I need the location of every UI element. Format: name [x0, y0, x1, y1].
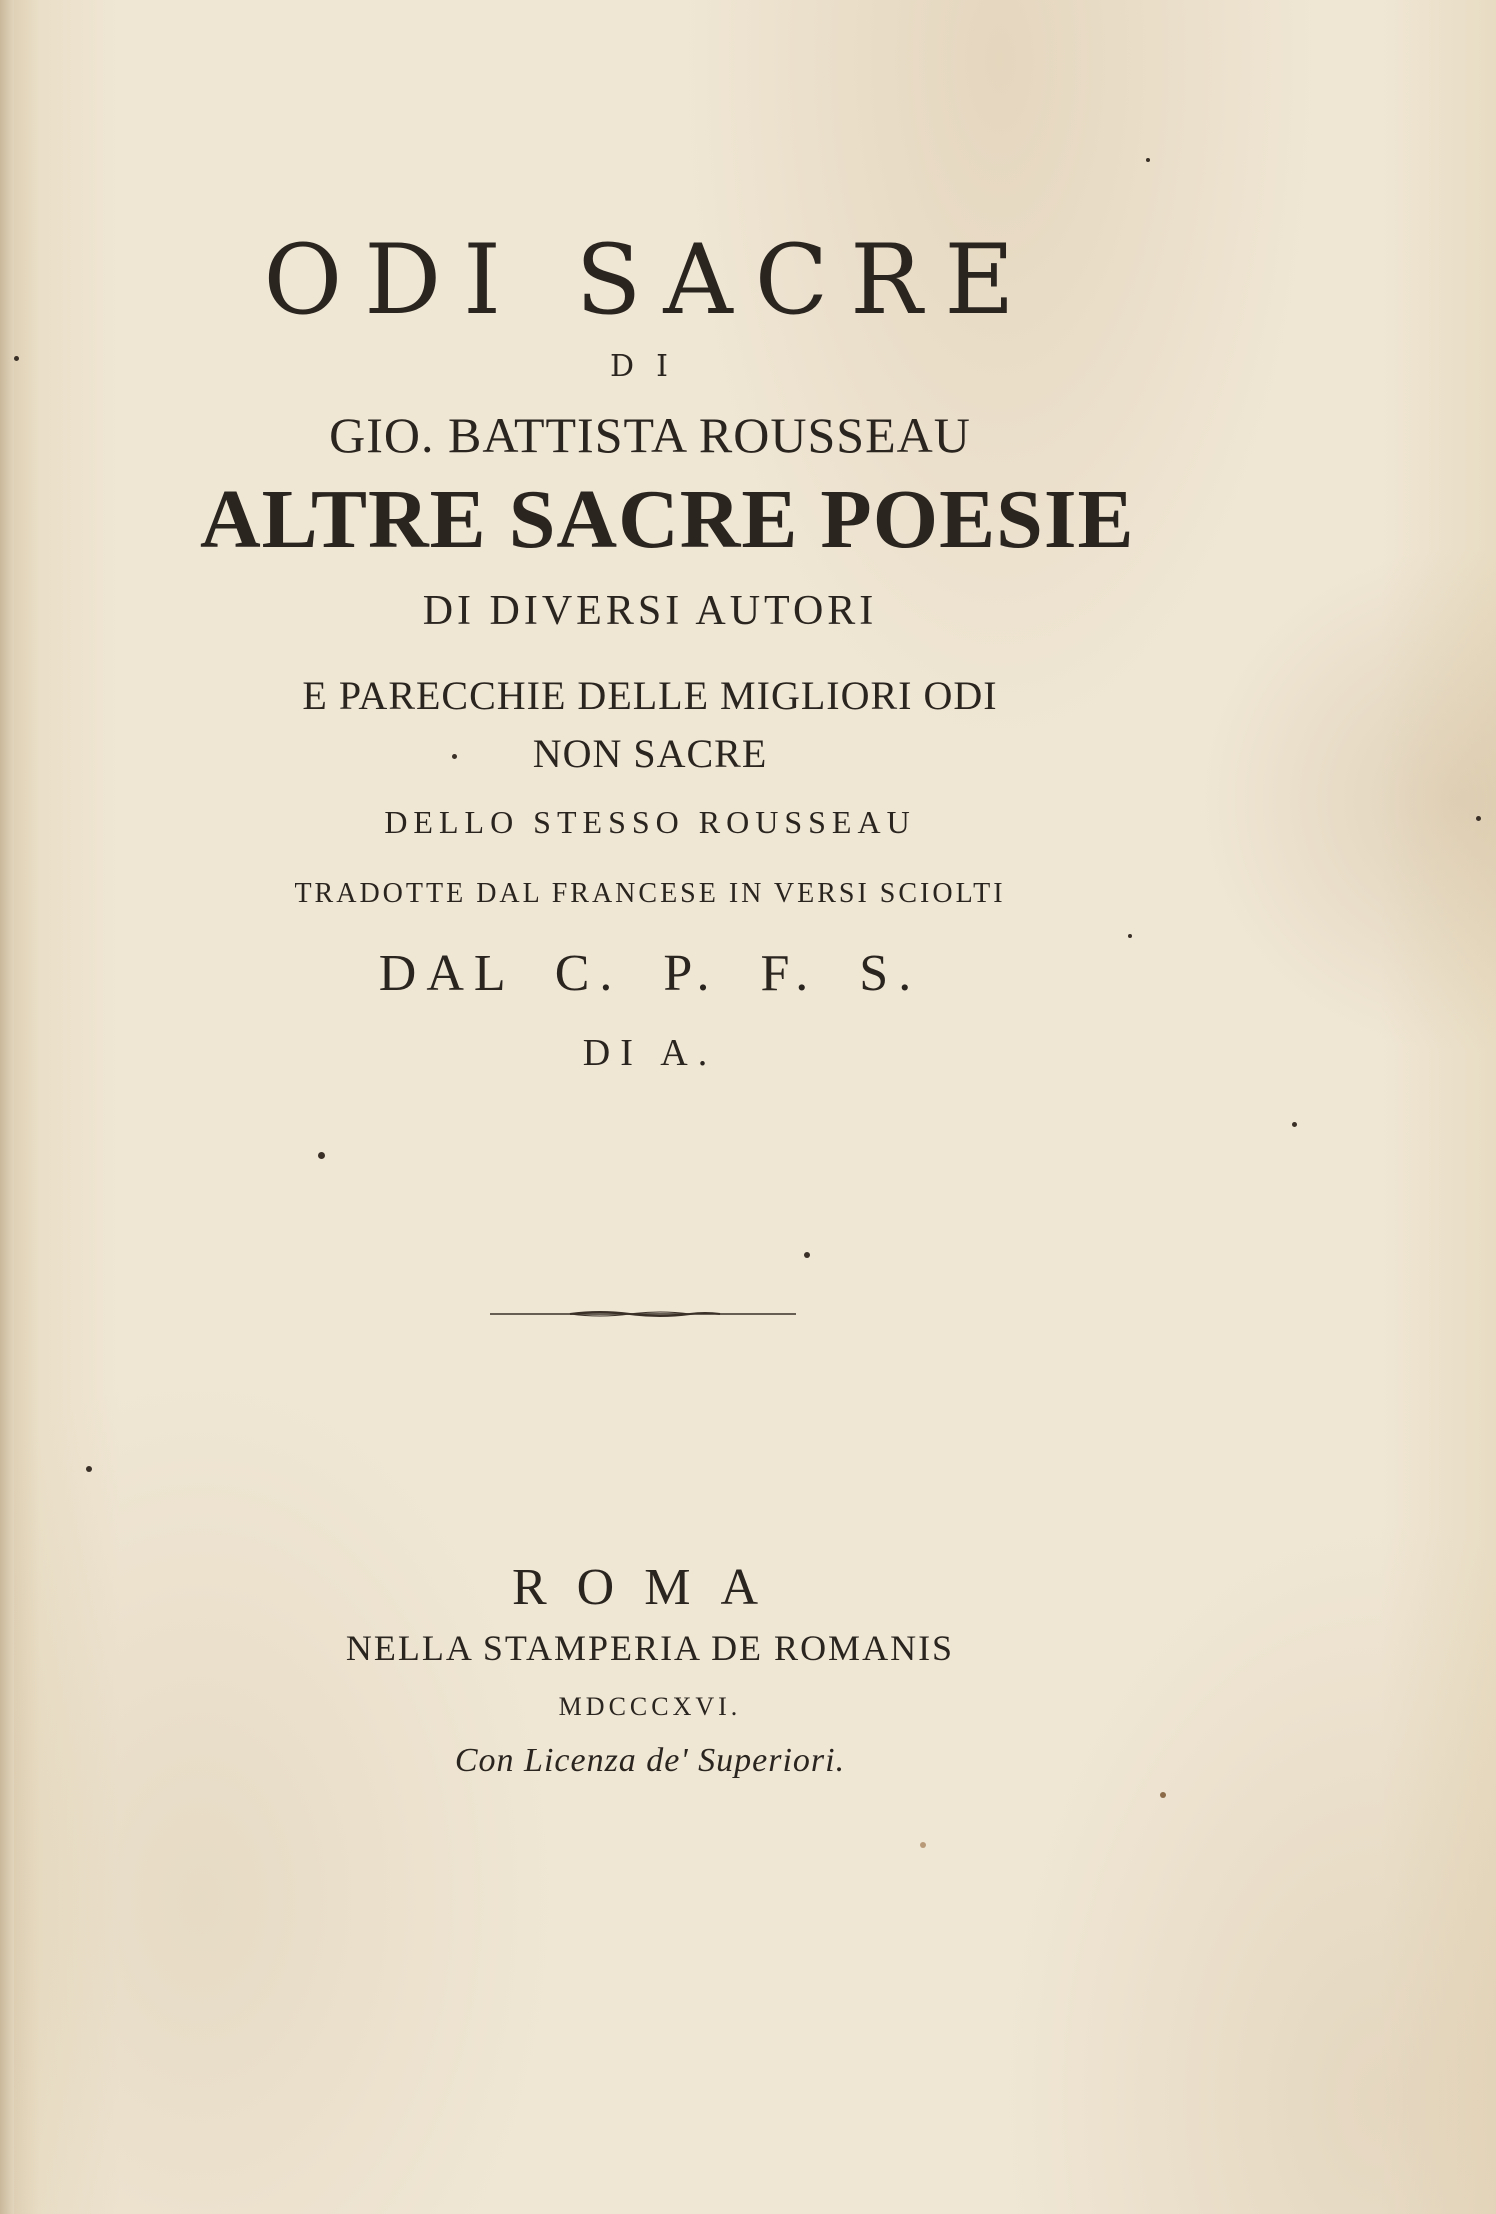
paper-speck — [920, 1842, 926, 1848]
paper-speck — [86, 1466, 92, 1472]
imprint-city: ROMA — [511, 1559, 789, 1616]
paper-speck — [804, 1252, 810, 1258]
imprint-printer: NELLA STAMPERIA DE ROMANIS — [345, 1628, 955, 1668]
binding-edge — [0, 0, 14, 2214]
imprint-license: Con Licenza de' Superiori. — [454, 1742, 846, 1779]
imprint-year: MDCCCXVI. — [558, 1692, 742, 1721]
subtitle-authors: DI DIVERSI AUTORI — [422, 588, 878, 634]
paper-speck — [1292, 1122, 1297, 1127]
additional-contents-line-2: NON SACRE — [532, 731, 768, 776]
author-name: GIO. BATTISTA ROUSSEAU — [329, 407, 971, 463]
book-title: ODI SACRE — [263, 224, 1037, 336]
by-word: DI — [610, 349, 690, 384]
paper-speck — [318, 1152, 325, 1159]
additional-contents-line-1: E PARECCHIE DELLE MIGLIORI ODI — [302, 673, 998, 718]
paper-speck — [452, 754, 457, 759]
paper-speck — [1128, 934, 1132, 938]
ornamental-rule — [490, 1310, 796, 1318]
translation-note: TRADOTTE DAL FRANCESE IN VERSI SCIOLTI — [294, 878, 1006, 909]
paper-speck — [14, 356, 19, 361]
paper-speck — [1476, 816, 1481, 821]
paper-speck — [1160, 1792, 1166, 1798]
book-subtitle: ALTRE SACRE POESIE — [200, 473, 1135, 566]
translator-initials: DAL C. P. F. S. — [378, 945, 922, 1002]
translator-place: DI A. — [582, 1032, 718, 1074]
paper-speck — [1146, 158, 1150, 162]
additional-contents-line-3: DELLO STESSO ROUSSEAU — [384, 804, 916, 840]
